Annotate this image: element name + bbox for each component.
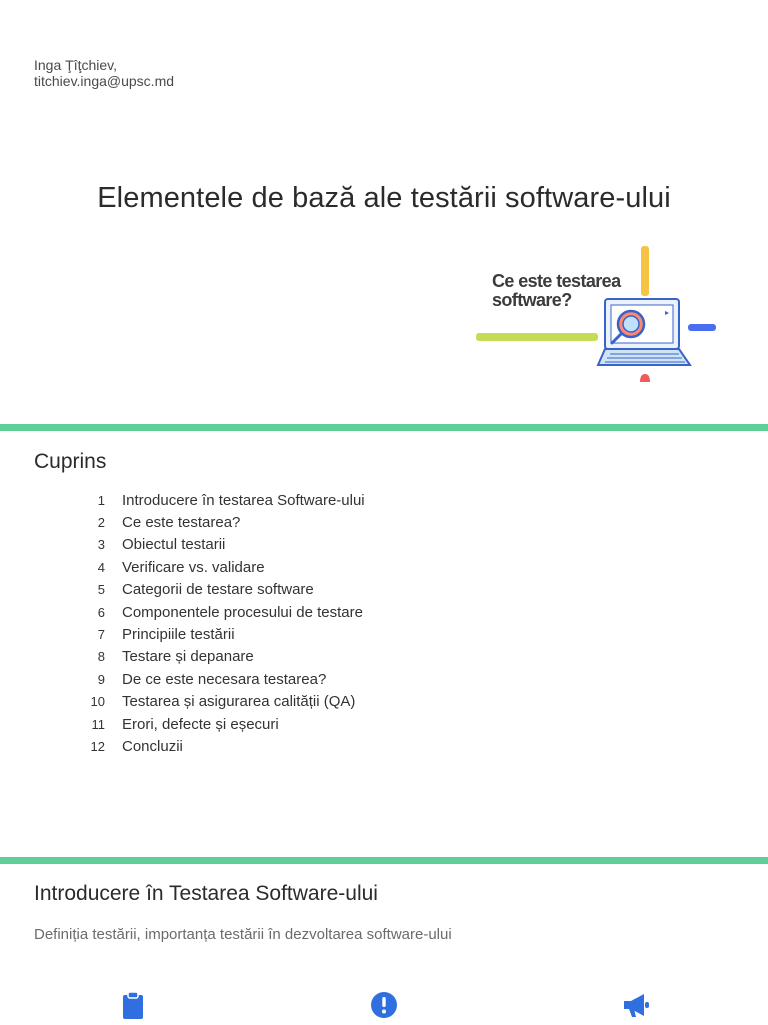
contents-item[interactable] xyxy=(80,511,365,533)
clipboard-icon xyxy=(119,990,147,1020)
hero-illustration xyxy=(474,244,724,390)
contents-item-number: 4 xyxy=(97,559,105,575)
contents-item-number: 6 xyxy=(97,604,105,620)
author-block xyxy=(34,57,174,89)
contents-item-label: De ce este necesara testarea? xyxy=(122,670,327,688)
contents-item[interactable] xyxy=(80,668,365,690)
contents-item[interactable] xyxy=(80,534,365,556)
contents-item[interactable] xyxy=(80,601,365,623)
contents-item[interactable] xyxy=(80,623,365,645)
hero-caption xyxy=(492,272,621,310)
contents-item-label: Concluzii xyxy=(122,737,183,755)
contents-item-label: Introducere în testarea Software-ului xyxy=(122,491,365,509)
section-divider-intro xyxy=(0,857,768,864)
contents-item-label: Testare și depanare xyxy=(122,648,254,666)
contents-item-label: Obiectul testarii xyxy=(122,536,226,554)
contents-item[interactable] xyxy=(80,713,365,735)
contents-item-number: 8 xyxy=(97,649,105,665)
contents-item-label: Ce este testarea? xyxy=(122,514,241,532)
contents-heading: Cuprins xyxy=(34,450,107,473)
contents-item[interactable] xyxy=(80,556,365,578)
laptop-magnifier-icon xyxy=(474,244,724,390)
contents-item-number: 5 xyxy=(97,582,105,598)
megaphone-icon xyxy=(621,990,649,1020)
contents-item[interactable] xyxy=(80,735,365,757)
contents-item-number: 1 xyxy=(97,492,105,508)
contents-item-label: Categorii de testare software xyxy=(122,581,314,599)
contents-list xyxy=(80,489,365,758)
contents-item-number: 12 xyxy=(90,738,105,754)
contents-item[interactable] xyxy=(80,489,365,511)
contents-item-number: 3 xyxy=(97,537,105,553)
contents-item-label: Verificare vs. validare xyxy=(122,558,265,576)
contents-item-number: 7 xyxy=(97,627,105,643)
hero-caption-line2: software? xyxy=(492,290,572,310)
contents-item-number: 2 xyxy=(97,515,105,531)
contents-item-number: 9 xyxy=(97,671,105,687)
contents-item-label: Testarea și asigurarea calității (QA) xyxy=(122,693,356,711)
intro-subtitle: Definiția testării, importanța testării în dezvoltarea software-ului xyxy=(34,926,452,943)
contents-item-number: 10 xyxy=(90,694,105,710)
author-email: titchiev.inga@upsc.md xyxy=(34,73,175,89)
page-title: Elementele de bază ale testării software-ului xyxy=(97,182,671,214)
contents-item-label: Componentele procesului de testare xyxy=(122,603,363,621)
contents-item[interactable] xyxy=(80,646,365,668)
contents-item-number: 11 xyxy=(91,716,105,732)
contents-item[interactable] xyxy=(80,579,365,601)
contents-item[interactable] xyxy=(80,691,365,713)
intro-heading: Introducere în Testarea Software-ului xyxy=(34,882,378,905)
contents-item-label: Principiile testării xyxy=(122,626,235,644)
hero-caption-line1: Ce este testarea xyxy=(492,271,621,291)
author-name: Inga Ţîţchiev, xyxy=(34,57,118,73)
alert-circle-icon xyxy=(370,990,398,1020)
contents-item-label: Erori, defecte și eșecuri xyxy=(122,715,279,733)
section-divider-contents xyxy=(0,424,768,431)
